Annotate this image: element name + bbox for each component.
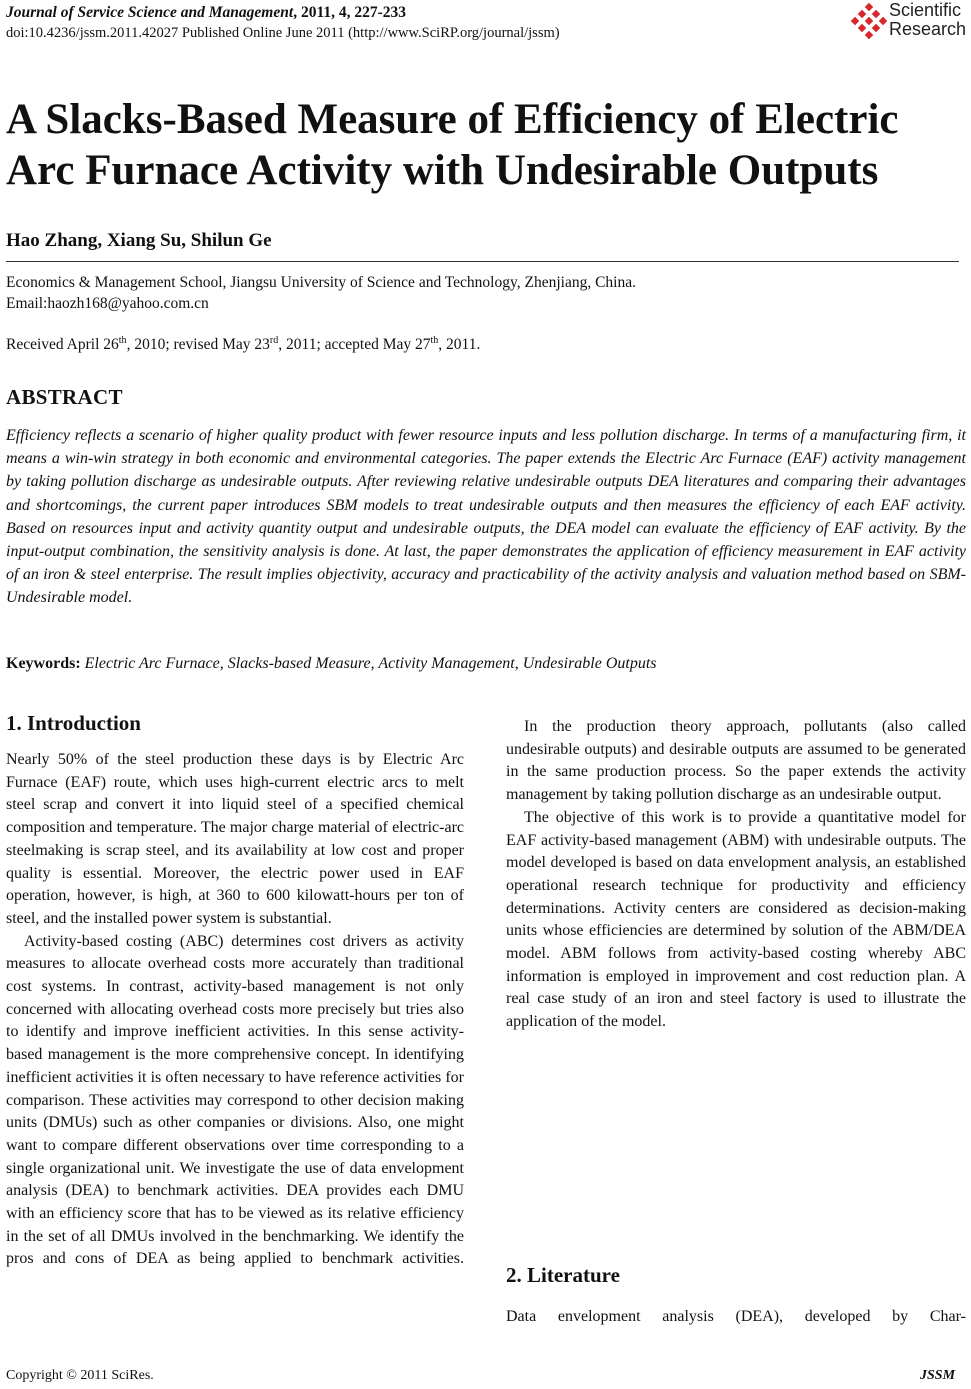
- abstract-heading: ABSTRACT: [6, 385, 123, 409]
- doi-line: doi:10.4236/jssm.2011.42027 Published Online June 2011 (http://www.SciRP.org/journal/jssm): [6, 25, 560, 41]
- left-column: [6, 749, 464, 1271]
- received-suffix: th: [118, 335, 127, 346]
- section-heading-literature: 2. Literature: [506, 1263, 620, 1287]
- literature-paragraph-1: Data envelopment analysis (DEA), developed by Char-: [506, 1308, 966, 1325]
- publisher-name-line2: Research: [889, 19, 967, 39]
- journal-volume-pages: , 2011, 4, 227-233: [293, 4, 406, 21]
- section-heading-introduction: 1. Introduction: [6, 711, 141, 735]
- scientific-research-logo-icon: [851, 3, 887, 39]
- accepted-year: , 2011.: [438, 336, 481, 354]
- accepted-suffix: th: [430, 335, 439, 346]
- copyright-notice: Copyright © 2011 SciRes.: [6, 1368, 154, 1383]
- footer-journal-abbr: JSSM: [920, 1368, 956, 1383]
- affiliation: Economics & Management School, Jiangsu University of Science and Technology, Zhenjiang, China.: [6, 274, 636, 291]
- paper-title: A Slacks-Based Measure of Efficiency of Electric Arc Furnace Activity with Undesirable Outputs: [6, 96, 899, 194]
- intro-paragraph-2: Activity-based costing (ABC) determines cost drivers as activity measures to allocate overhead costs more accurately than traditional cost systems. In contrast, activity-based management is not only concerned with allocating overhead costs more precisely but tries also to identify and improve inefficient activities. In this sense activity-based management is the more comprehensive concept. In identifying inefficient activities it is often necessary to have reference activities for comparison. These activities may correspond to other decision making units (DMUs) such as other companies or divisions. Also, one might want to compare different observations over time corresponding to a single organizational unit. We investigate the use of data envelopment analysis (DEA) to benchmark activities. DEA provides each DMU with an efficiency score that has to be viewed as its relative efficiency in the set of all DMUs involved in the benchmarking. We identify the pros and cons of DEA as being applied to benchmark activities.: [6, 932, 464, 1268]
- publisher-name-line1: Scientific: [889, 0, 962, 20]
- intro-paragraph-1: Nearly 50% of the steel production these days is by Electric Arc Furnace (EAF) route, which uses high-current electric arcs to melt steel scrap and convert it into liquid steel of a specified chemical composition and temperature. The major charge material of electric-arc steelmaking is scrap steel, and its availability at low cost and proper quality is essential. Moreover, the electric power used in EAF operation, however, is high, at 360 to 600 kilowatt-hours per ton of steel, and the installed power system is substantial.: [6, 751, 464, 927]
- abstract-text: Efficiency reflects a scenario of higher quality product with fewer resource inputs and less pollution discharge. In terms of a manufacturing firm, it means a win-win strategy in both economic and environmental categories. The paper extends the Electric Arc Furnace (EAF) activity management by taking pollution discharge as undesirable outputs. After reviewing relative undesirable outputs DEA literatures and comparing their advantages and shortcomings, the current paper introduces SBM models to treat undesirable outputs and then measures the efficiency of each EAF activity. Based on resources input and activity quantity output and undesirable outputs, the DEA model can evaluate the efficiency of EAF activity. By the input-output combination, the sensitivity analysis is done. At last, the paper demonstrates the application of efficiency measurement in EAF activity of an iron & steel enterprise. The result implies objectivity, accuracy and practicability of the activity analysis and valuation method based on SBM-Undesirable model.: [6, 427, 966, 607]
- author-list: Hao Zhang, Xiang Su, Shilun Ge: [6, 230, 272, 251]
- keywords-label: Keywords: [6, 655, 76, 672]
- keywords-line: Keywords: Electric Arc Furnace, Slacks-based Measure, Activity Management, Undesirable Outputs: [6, 655, 657, 672]
- received-dates: [6, 335, 480, 354]
- publisher-logo: [851, 0, 969, 44]
- accepted-date: , 2011; accepted May 27: [278, 336, 431, 354]
- intro-paragraph-4: The objective of this work is to provide a quantitative model for EAF activity-based management (ABM) with undesirable outputs. The model developed is based on data envelopment analysis, an established operational research technique for productivity and efficiency determinations. Activity centers are considered as decision-making units whose efficiencies are determined by solution of the ABM/DEA model. ABM follows from activity-based costing whereby ABC information is employed in improvement and cost reduction plan. A real case study of an iron and steel factory is used to illustrate the application of the model.: [506, 808, 966, 1031]
- author-email: Email:haozh168@yahoo.com.cn: [6, 295, 209, 312]
- intro-paragraph-3: In the production theory approach, pollutants (also called undesirable outputs) and desirable outputs are assumed to be generated in the same production process. So the paper extends the activity management by taking pollution discharge as an undesirable output.: [506, 718, 966, 804]
- received-date: Received April 26: [6, 336, 119, 354]
- revised-suffix: rd: [269, 335, 279, 346]
- revised-date: , 2010; revised May 23: [126, 336, 270, 354]
- right-column: [506, 716, 966, 1034]
- journal-citation-line: [6, 4, 406, 22]
- publisher-name: [889, 1, 966, 39]
- keywords-list: Electric Arc Furnace, Slacks-based Measure, Activity Management, Undesirable Outputs: [84, 655, 657, 672]
- header-divider: [6, 261, 959, 262]
- journal-name: Journal of Service Science and Management: [6, 4, 294, 21]
